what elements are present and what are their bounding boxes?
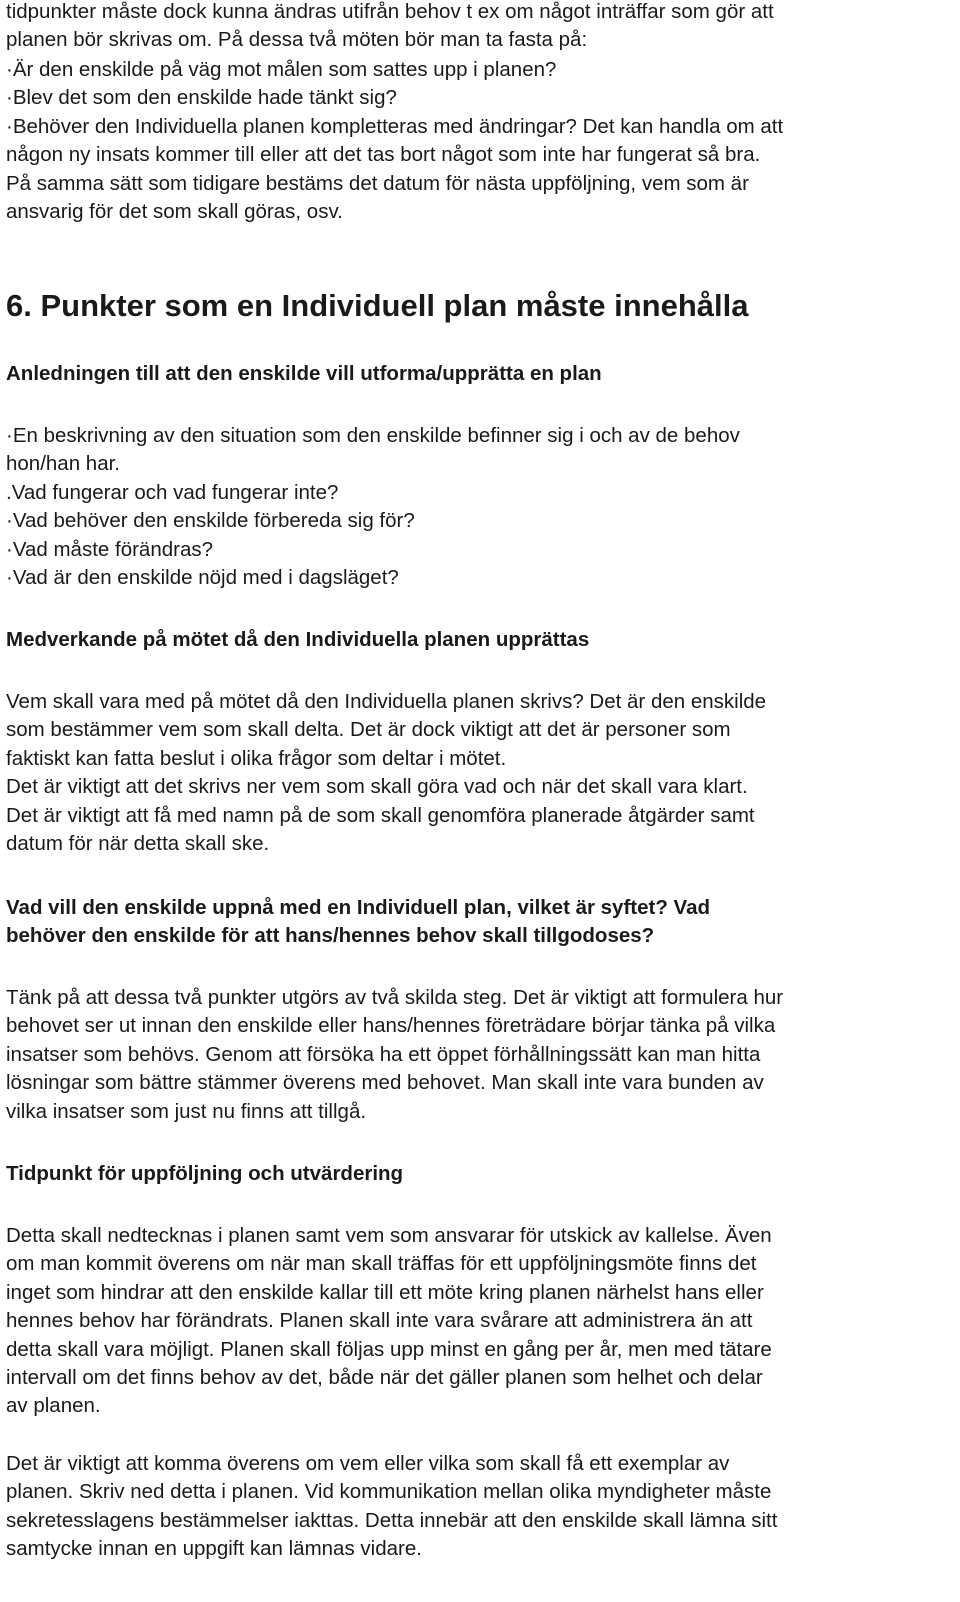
text-line: Vem skall vara med på mötet då den Individuella planen skrivs? Det är den enskilde xyxy=(6,690,767,713)
text-line: sekretesslagens bestämmelser iakttas. Detta innebär att den enskilde skall lämna sitt xyxy=(6,1508,778,1532)
text-line: Det är viktigt att det skrivs ner vem som skall göra vad och när det skall vara klart. xyxy=(6,775,748,799)
text-line: ·Vad behöver den enskilde förbereda sig för? xyxy=(6,509,415,533)
text-line: behovet ser ut innan den enskilde eller hans/hennes företrädare börjar tänka på vilka xyxy=(6,1014,776,1038)
text-line: detta skall vara möjligt. Planen skall följas upp minst en gång per år, men med tätare xyxy=(6,1337,772,1361)
copies-paragraph xyxy=(6,1450,777,1564)
text-line: Detta skall nedtecknas i planen samt vem som ansvarar för utskick av kallelse. Även xyxy=(6,1224,772,1247)
text-line: Det är viktigt att komma överens om vem eller vilka som skall få ett exemplar av xyxy=(6,1452,730,1475)
text-line: lösningar som bättre stämmer överens med behovet. Man skall inte vara bunden av xyxy=(6,1071,764,1095)
text-line: ·Vad är den enskilde nöjd med i dagsläget? xyxy=(6,566,399,590)
text-line: faktiskt kan fatta beslut i olika frågor som deltar i mötet. xyxy=(6,746,507,770)
text-line: ·En beskrivning av den situation som den enskilde befinner sig i och av de behov xyxy=(6,424,740,447)
text-line: planen. Skriv ned detta i planen. Vid kommunikation mellan olika myndigheter måste xyxy=(6,1480,772,1504)
goal-paragraph xyxy=(6,984,783,1126)
subsection-heading xyxy=(6,894,710,951)
text-line: planen bör skrivas om. På dessa två möten bör man ta fasta på: xyxy=(6,28,588,52)
text-line: någon ny insats kommer till eller att det tas bort något som inte har fungerat så bra. xyxy=(6,143,761,167)
heading-line: Vad vill den enskilde uppnå med en Individuell plan, vilket är syftet? Vad xyxy=(6,896,711,919)
text-line: intervall om det finns behov av det, både när det gäller planen som helhet och delar xyxy=(6,1366,763,1390)
participants-paragraph xyxy=(6,688,766,858)
intro-paragraph xyxy=(6,0,774,55)
text-line: ·Är den enskilde på väg mot målen som sattes upp i planen? xyxy=(6,58,557,81)
subsection-heading: Anledningen till att den enskilde vill utforma/upprätta en plan xyxy=(6,362,602,385)
text-line: vilka insatser som just nu finns att tillgå. xyxy=(6,1099,367,1123)
section-heading: 6. Punkter som en Individuell plan måste innehålla xyxy=(6,288,749,323)
text-line: ·Blev det som den enskilde hade tänkt sig? xyxy=(6,86,397,110)
text-line: datum för när detta skall ske. xyxy=(6,832,270,856)
text-line: av planen. xyxy=(6,1394,101,1418)
text-line: ·Vad måste förändras? xyxy=(6,537,214,561)
heading-line: behöver den enskilde för att hans/hennes behov skall tillgodoses? xyxy=(6,924,655,948)
text-line: tidpunkter måste dock kunna ändras utifrån behov t ex om något inträffar som gör att xyxy=(6,0,774,23)
text-line: hon/han har. xyxy=(6,452,120,476)
text-line: hennes behov har förändrats. Planen skall inte vara svårare att administrera än att xyxy=(6,1309,753,1333)
text-line: som bestämmer vem som skall delta. Det är dock viktigt att det är personer som xyxy=(6,718,731,742)
text-line: På samma sätt som tidigare bestäms det datum för nästa uppföljning, vem som är xyxy=(6,171,749,195)
text-line: inget som hindrar att den enskilde kallar till ett möte kring planen närhelst hans eller xyxy=(6,1280,764,1304)
text-line: Det är viktigt att få med namn på de som skall genomföra planerade åtgärder samt xyxy=(6,803,755,827)
followup-questions xyxy=(6,56,783,226)
text-line: Tänk på att dessa två punkter utgörs av två skilda steg. Det är viktigt att formulera hur xyxy=(6,986,784,1009)
followup-paragraph xyxy=(6,1222,772,1421)
text-line: om man kommit överens om när man skall träffas för ett uppföljningsmöte finns det xyxy=(6,1252,757,1276)
subsection-heading: Tidpunkt för uppföljning och utvärdering xyxy=(6,1162,404,1185)
text-line: ansvarig för det som skall göras, osv. xyxy=(6,200,343,224)
text-line: insatser som behövs. Genom att försöka ha ett öppet förhållningssätt kan man hitta xyxy=(6,1042,761,1066)
subsection-heading: Medverkande på mötet då den Individuella planen upprättas xyxy=(6,628,590,651)
reason-list xyxy=(6,422,740,592)
text-line: samtycke innan en uppgift kan lämnas vidare. xyxy=(6,1537,422,1561)
text-line: ·Behöver den Individuella planen kompletteras med ändringar? Det kan handla om att xyxy=(6,114,784,138)
text-line: .Vad fungerar och vad fungerar inte? xyxy=(6,480,339,504)
